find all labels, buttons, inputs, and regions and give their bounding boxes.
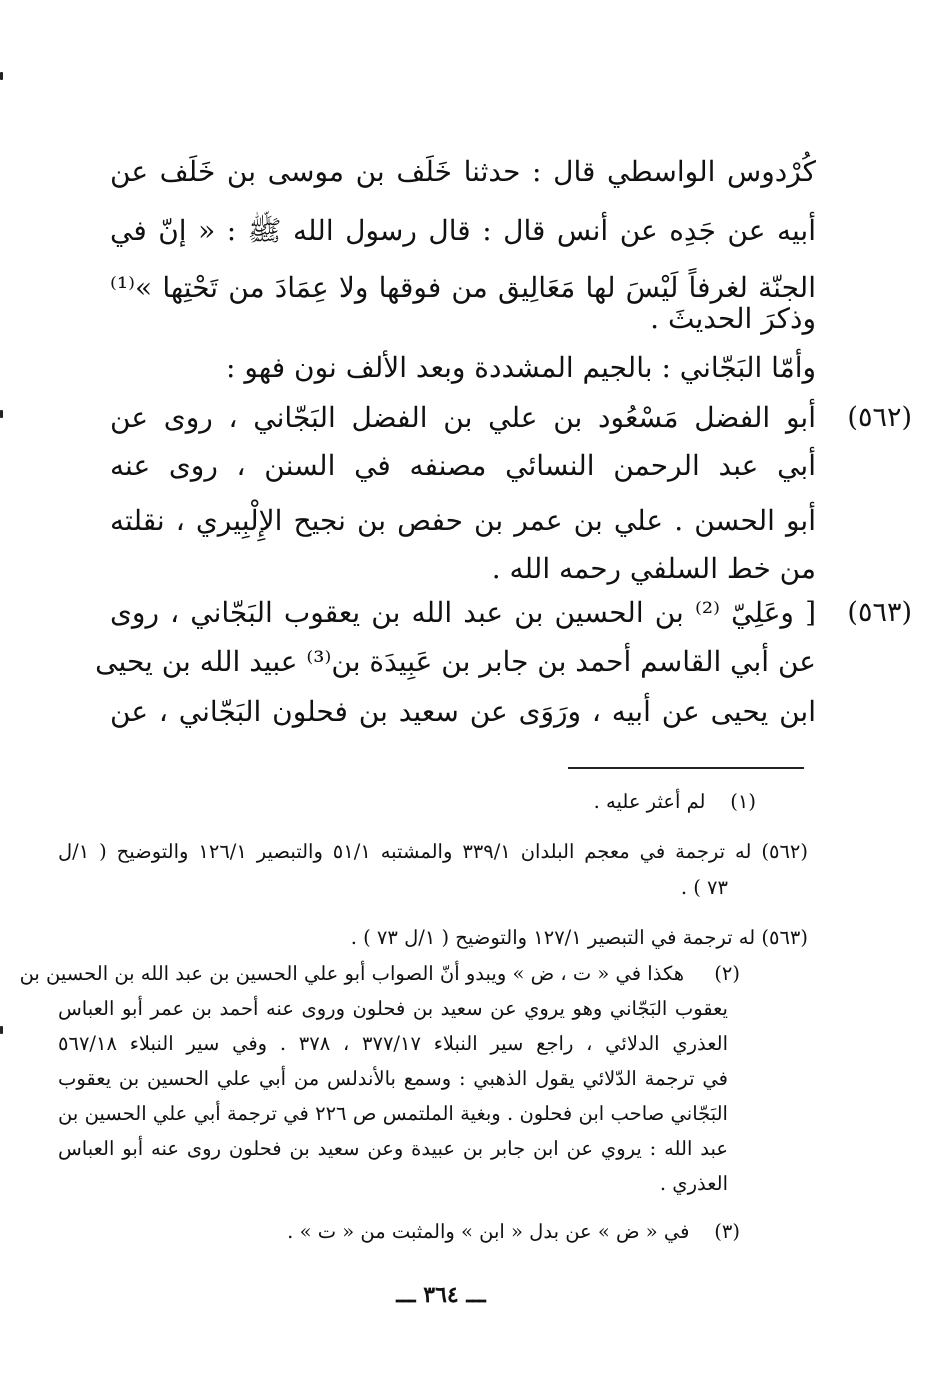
margin-mark — [0, 72, 3, 80]
footnote-marker: (٢) — [714, 962, 740, 985]
page-number: ـــ ٣٦٤ ـــ — [396, 1282, 486, 1308]
section-intro: وأمّا البَجّاني : بالجيم المشددة وبعد الألف نون فهو : — [226, 351, 816, 384]
footnote-563 — [108, 920, 808, 956]
footnote-text: له ترجمة في التبصير ١٢٧/١ والتوضيح ( ١/ل ٧٣ ) . — [350, 926, 756, 949]
entry-line: عن أبي القاسم أحمد بن جابر بن عَبِيدَة بن⁽³⁾ عبيد الله بن يحيى — [95, 645, 816, 678]
footnote-marker: (٥٦٣) — [761, 926, 808, 949]
footnote-text: في « ض » عن بدل « ابن » والمثبت من « ت » . — [287, 1220, 690, 1243]
footnote-line: العذري الدلائي ، راجع سير النبلاء ٣٧٧/١٧ ، ٣٧٨ . وفي سير النبلاء ٥٦٧/١٨ — [58, 1032, 728, 1055]
body-line: وذكرَ الحديثَ . — [650, 302, 816, 335]
body-line: الجنّة لغرفاً لَيْسَ لها مَعَالِيق من فوقها ولا عِمَادَ من تَحْتِها »⁽¹⁾ — [110, 271, 816, 304]
entry-line: أبو الحسن . علي بن عمر بن حفص بن نجيح الإِلْبِيري ، نقلته — [110, 504, 816, 537]
entry-line: ابن يحيى عن أبيه ، ورَوَى عن سعيد بن فحلون البَجّاني ، عن — [110, 695, 816, 728]
body-line: أبيه عن جَدِه عن أنس قال : قال رسول الله ﷺ : « إنّ في — [110, 214, 816, 247]
entry-line: من خط السلفي رحمه الله . — [491, 552, 816, 585]
footnote-562-cont: ٧٣ ) . — [680, 876, 728, 899]
entry-number: (٥٦٢) — [847, 402, 912, 433]
footnote-separator — [568, 767, 804, 769]
footnote-marker: (٥٦٢) — [761, 840, 808, 863]
entry-line: (٥٦٣) [ وعَلِيّ ⁽²⁾ بن الحسين بن عبد الله بن يعقوب البَجّاني ، روى — [110, 584, 816, 642]
footnote-line: العذري . — [659, 1172, 728, 1195]
entry-line: أبي عبد الرحمن النسائي مصنفه في السنن ، روى عنه — [110, 449, 816, 482]
footnote-3 — [180, 1214, 740, 1250]
entry-line: (٥٦٢) أبو الفضل مَسْعُود بن علي بن الفضل البَجّاني ، روى عن — [110, 389, 816, 447]
footnote-562 — [58, 834, 808, 870]
margin-mark — [0, 1026, 3, 1034]
footnote-text: لم أعثر عليه . — [593, 790, 706, 813]
entry-number: (٥٦٣) — [847, 597, 912, 628]
footnote-marker: (٣) — [714, 1220, 740, 1243]
footnote-line: في ترجمة الدّلائي يقول الذهبي : وسمع بالأندلس من أبي علي الحسين بن يعقوب — [58, 1067, 728, 1090]
body-line: كُرْدوس الواسطي قال : حدثنا خَلَف بن موسى بن خَلَف عن — [110, 155, 816, 188]
footnote-line: يعقوب البَجّاني وهو يروي عن سعيد بن فحلون وروى عنه أحمد بن عمر أبو العباس — [58, 997, 728, 1020]
footnote-line: عبد الله : يروي عن ابن جابر بن عبيدة وعن سعيد بن فحلون روى عنه أبو العباس — [58, 1137, 728, 1160]
footnote-text: له ترجمة في معجم البلدان ٣٣٩/١ والمشتبه ٥١/١ والتبصير ١٢٦/١ والتوضيح ( ١/ل — [58, 840, 752, 863]
footnote-line: البَجّاني صاحب ابن فحلون . وبغية الملتمس ص ٢٢٦ في ترجمة أبي علي الحسين بن — [58, 1102, 728, 1125]
footnote-line: هكذا في « ت ، ض » ويبدو أنّ الصواب أبو علي الحسين بن عبد الله بن الحسين بن — [19, 962, 684, 985]
footnote-1 — [256, 784, 756, 820]
footnote-marker: (١) — [730, 790, 756, 813]
margin-mark — [0, 410, 3, 418]
